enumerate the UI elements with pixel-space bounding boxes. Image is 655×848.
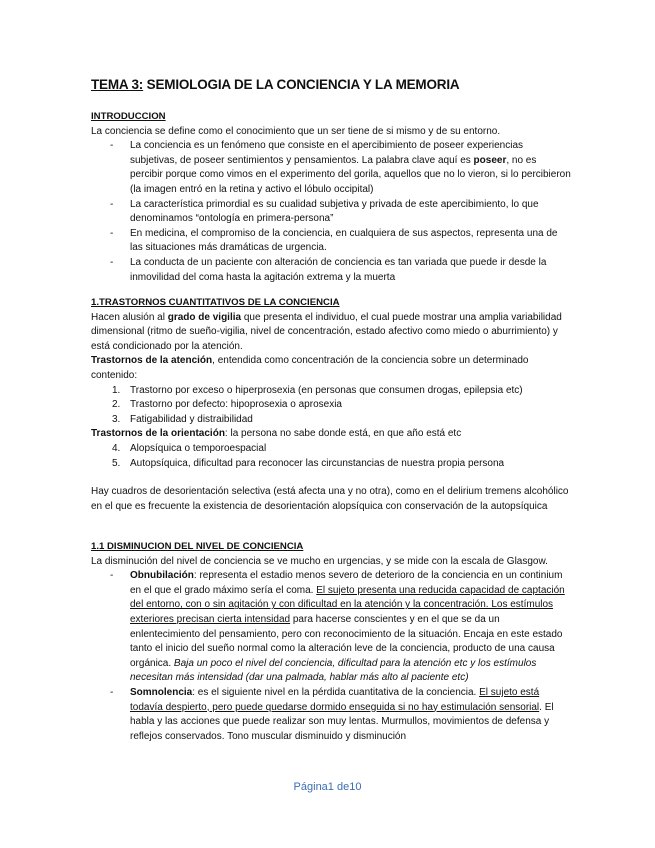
page-number-footer: Página1 de10 bbox=[293, 781, 362, 793]
orientacion-paragraph: Trastornos de la orientación: la persona no sabe donde está, en que año está etc bbox=[91, 428, 462, 440]
list-item-obnubilacion: - Obnubilación: representa el estadio menos severo de deterioro de la conciencia en un continium en el que el grado máximo sería el coma. El sujeto presenta una reducida capacidad de captación del entorno, con o sin agitación y con dificultad en la atención y la concentración. Los estímulos exteriores precisan cierta intensidad para hacerse conscientes y en el que se da un enlentecimiento del pensamiento, pero con reconocimiento de la situación. Encaja en este estado tanto el inicio del sueño normal como la alteración leve de la conciencia, producto de una causa orgánica. Baja un poco el nivel del conciencia, dificultad para la atención etc y los estímulos necesitan más intensidad (dar una palmada, hablar más alto al paciente etc) bbox=[110, 570, 565, 684]
list-item: 3. Fatigabilidad y distraibilidad bbox=[112, 413, 253, 425]
title-text: SEMIOLOGIA DE LA CONCIENCIA Y LA MEMORIA bbox=[143, 77, 460, 92]
page-title bbox=[91, 78, 459, 93]
intro-heading: INTRODUCCION bbox=[91, 111, 166, 122]
list-item: 1. Trastorno por exceso o hiperprosexia (en personas que consumen drogas, epilepsia etc) bbox=[112, 384, 523, 396]
list-item: - La conducta de un paciente con alteración de conciencia es tan variada que puede ir desde la inmovilidad del coma hasta la agitación extrema y la muerta bbox=[110, 256, 547, 283]
section-1-heading: 1.TRASTORNOS CUANTITATIVOS DE LA CONCIENCIA bbox=[91, 297, 340, 308]
list-item: - En medicina, el compromiso de la conciencia, en cualquiera de sus aspectos, representa una de las situaciones más dramáticas de urgencia. bbox=[110, 227, 558, 254]
atencion-paragraph: Trastornos de la atención, entendida como concentración de la conciencia sobre un determinado contenido: bbox=[91, 355, 529, 381]
list-item: 5. Autopsíquica, dificultad para reconocer las circunstancias de nuestra propia persona bbox=[112, 457, 505, 469]
section-1-paragraph: Hacen alusión al grado de vigilia que presenta el individuo, el cual puede mostrar una amplia variabilidad dimensional (ritmo de sueño-vigilia, nivel de concentración, estado afectivo como miedo o aburrimiento) y está condicionado por la atención. bbox=[91, 311, 562, 352]
intro-bullet-list bbox=[91, 139, 571, 285]
list-item-somnolencia: - Somnolencia: es el siguiente nivel en la pérdida cuantitativa de la conciencia. El sujeto está todavía despierto, pero puede quedarse dormido enseguida si no hay estimulación sensorial. El habla y las acciones que puede realizar son muy lentas. Murmullos, movimientos de defensa y reflejos conservados. Tono muscular disminuido y disminución bbox=[110, 686, 554, 742]
list-item: 2. Trastorno por defecto: hipoprosexia o aprosexia bbox=[112, 399, 342, 411]
nivel-list bbox=[91, 569, 571, 744]
section-1-1 bbox=[91, 540, 571, 744]
section-1-1-heading: 1.1 DISMINUCION DEL NIVEL DE CONCIENCIA bbox=[91, 541, 304, 552]
section-1 bbox=[91, 296, 571, 514]
list-item: - La característica primordial es su cualidad subjetiva y privada de este apercibimiento, lo que denominamos “ontología en primera-persona” bbox=[110, 198, 539, 225]
title-prefix: TEMA 3: bbox=[91, 77, 144, 92]
section-1-1-text: La disminución del nivel de conciencia se ve mucho en urgencias, y se mide con la escala de Glasgow. bbox=[91, 555, 548, 567]
list-item: - La conciencia es un fenómeno que consiste en el apercibimiento de poseer experiencias subjetivas, de poseer sentimientos y pensamientos. La palabra clave aquí es poseer, no es percibir porque como vimos en el experimento del gorila, aquellos que no lo vieron, si lo percibieron (la imagen entró en la retina y activo el lóbulo occipital) bbox=[110, 140, 571, 195]
list-item: 4. Alopsíquica o temporoespacial bbox=[112, 442, 267, 454]
intro-text: La conciencia se define como el conocimiento que un ser tiene de si mismo y de su entorno. bbox=[91, 125, 501, 137]
intro-section bbox=[91, 110, 571, 285]
orientacion-list bbox=[91, 442, 571, 471]
atencion-list bbox=[91, 384, 571, 428]
desorientacion-paragraph: Hay cuadros de desorientación selectiva (está afecta una y no otra), como en el delirium tremens alcohólico en el que es frecuente la existencia de desorientación alopsíquica con conservación de la autopsíquica bbox=[91, 486, 569, 512]
